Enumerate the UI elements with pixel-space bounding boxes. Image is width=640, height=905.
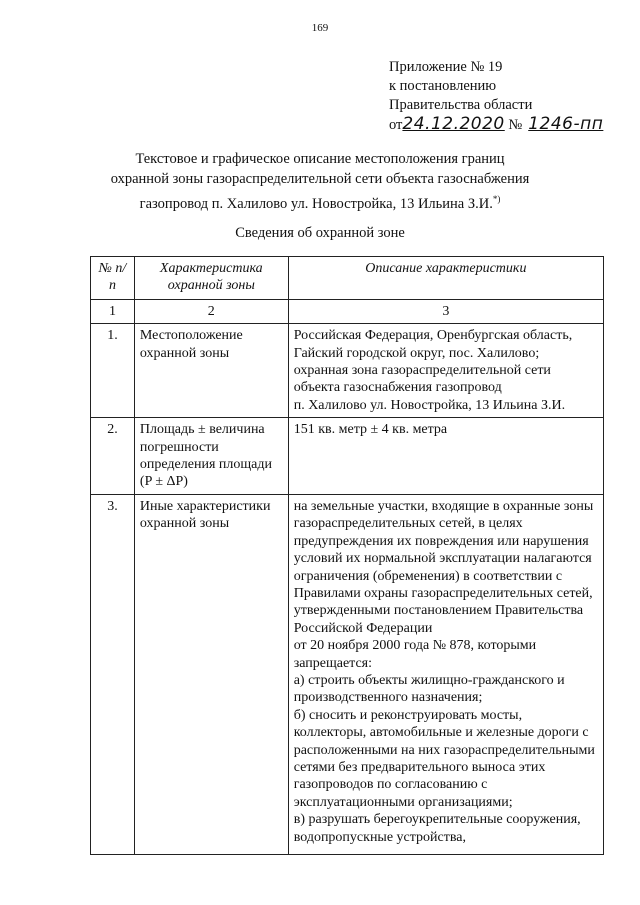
table-row — [91, 324, 604, 418]
section-subtitle: Сведения об охранной зоне — [235, 225, 405, 241]
from-label: от — [389, 117, 403, 133]
description-paragraph: а) строить объекты жилищно-гражданского и производственного назначения; — [293, 672, 565, 706]
row-number: 3. — [91, 494, 135, 854]
description-paragraph: п. Халилово ул. Новостройка, 13 Ильина З.И. — [293, 397, 566, 413]
handwritten-number: 1246-пп — [528, 114, 604, 134]
header-number: № п/п — [91, 257, 135, 300]
table-row — [91, 494, 604, 854]
table-row — [91, 418, 604, 495]
row-description — [288, 494, 603, 854]
index-cell-2: 2 — [134, 299, 288, 323]
document-title — [90, 149, 550, 214]
appendix-line-1: Приложение № 19 — [389, 59, 503, 75]
row-number: 1. — [91, 324, 135, 418]
row-characteristic: Местоположение охранной зоны — [134, 324, 288, 418]
header-description: Описание характеристики — [288, 257, 603, 300]
title-line-3 — [90, 189, 550, 214]
row-description — [288, 324, 603, 418]
description-paragraph: охранная зона газораспределительной сети объекта газоснабжения газопровод — [293, 363, 551, 396]
appendix-line-4 — [389, 115, 603, 135]
row-characteristic: Площадь ± величина погрешности определения площади (P ± ΔP) — [134, 418, 288, 495]
index-cell-1: 1 — [91, 299, 135, 323]
title-line-2: охранной зоны газораспределительной сети объекта газоснабжения — [110, 171, 530, 187]
number-label: № — [508, 117, 523, 133]
title-line-1: Текстовое и графическое описание местоположения границ — [135, 151, 505, 167]
appendix-line-3: Правительства области — [389, 97, 533, 113]
index-cell-3: 3 — [288, 299, 603, 323]
table-header-row — [91, 257, 604, 300]
description-paragraph: на земельные участки, входящие в охранные зоны газораспределительных сетей, в целях предупреждения их повреждения или нарушения условий их нормальной эксплуатации налагаются ограничения (обременения) в соответствии с Правилами охраны газораспределительных сетей, утвержденными постановлением Правительства Российской Федерации — [293, 498, 594, 636]
description-paragraph: б) сносить и реконструировать мосты, коллекторы, автомобильные и железные дороги с расположенными на них газораспределительными сетями без предварительного выноса этих газопроводов по согласованию с эксплуатационными организациями; — [293, 707, 595, 810]
row-description — [288, 418, 603, 495]
header-characteristic: Характеристика охранной зоны — [134, 257, 288, 300]
appendix-block — [389, 58, 603, 135]
row-number: 2. — [91, 418, 135, 495]
row-characteristic: Иные характеристики охранной зоны — [134, 494, 288, 854]
footnote-mark: *) — [492, 194, 501, 204]
handwritten-date: 24.12.2020 — [402, 114, 505, 134]
appendix-line-2: к постановлению — [389, 78, 497, 94]
page-number: 169 — [311, 22, 329, 34]
description-paragraph: Российская Федерация, Оренбургская область, Гайский городской округ, пос. Халилово; — [293, 328, 573, 361]
title-line-3-text: газопровод п. Халилово ул. Новостройка, 13 Ильина З.И. — [139, 195, 493, 212]
table-index-row — [91, 299, 604, 323]
description-paragraph: 151 кв. метр ± 4 кв. метра — [293, 422, 448, 438]
page-cut-spacer — [294, 846, 598, 851]
zone-info-table — [90, 256, 604, 855]
description-paragraph: в) разрушать берегоукрепительные сооружения, водопропускные устройства, — [293, 812, 581, 845]
description-paragraph: от 20 ноября 2000 года № 878, которыми запрещается: — [293, 638, 537, 671]
